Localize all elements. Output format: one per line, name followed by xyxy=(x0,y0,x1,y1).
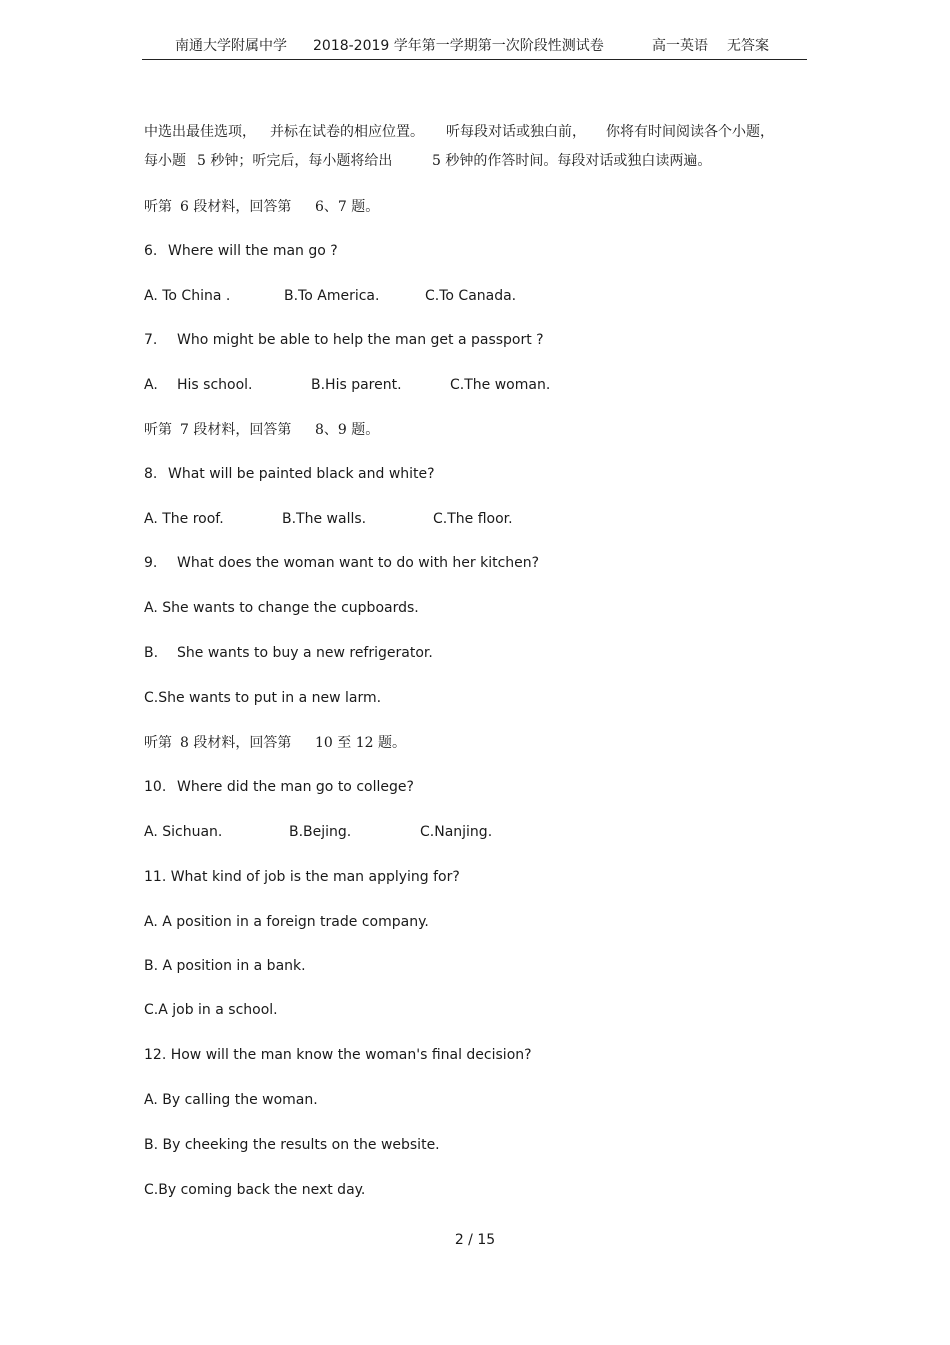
option-c: C.The woman. xyxy=(450,377,551,393)
option-c: C.The floor. xyxy=(433,511,513,527)
page-number: 2 / 15 xyxy=(454,1232,496,1248)
option-a: A. Sichuan. xyxy=(144,824,223,840)
header-note: 无答案 xyxy=(727,38,769,54)
page-header xyxy=(142,33,807,60)
option-b: B.Bejing. xyxy=(289,824,352,840)
option-c: C.To Canada. xyxy=(425,288,517,304)
header-exam-title: 2018-2019 学年第一学期第一次阶段性测试卷 xyxy=(313,38,604,54)
option-b: B.To America. xyxy=(284,288,380,304)
option-b: B.The walls. xyxy=(282,511,367,527)
option-a-text: His school. xyxy=(177,377,253,393)
option-b: B.His parent. xyxy=(311,377,402,393)
option-a: A. The roof. xyxy=(144,511,224,527)
option-c: C.Nanjing. xyxy=(420,824,493,840)
option-a: A. xyxy=(144,377,158,393)
header-subject: 高一英语 xyxy=(652,38,708,54)
option-a: A. To China . xyxy=(144,288,231,304)
header-school: 南通大学附属中学 xyxy=(175,38,287,54)
